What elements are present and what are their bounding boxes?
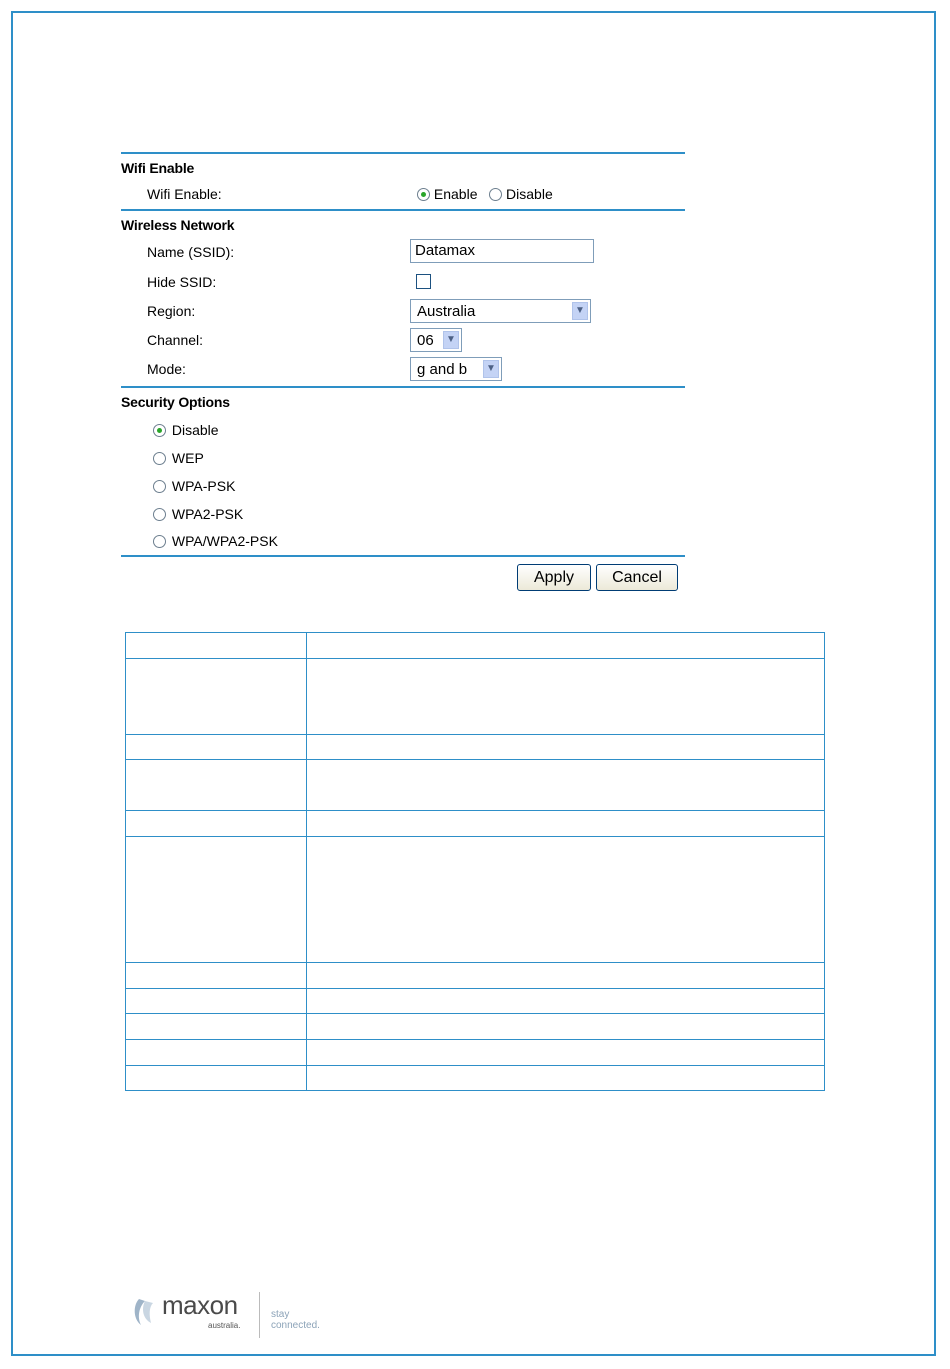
section-divider (121, 386, 685, 388)
table-row (126, 1066, 825, 1091)
section-divider (121, 209, 685, 211)
wifi-disable-radio[interactable] (489, 188, 502, 201)
mode-select[interactable] (410, 357, 502, 381)
wifi-enable-radio-group (417, 186, 553, 202)
security-wpa-wpa2-psk-radio[interactable] (153, 535, 166, 548)
wireless-network-section-title: Wireless Network (121, 217, 235, 233)
security-option-wep[interactable] (153, 450, 204, 466)
brand-tagline: stay connected. (271, 1309, 320, 1331)
cancel-button[interactable]: Cancel (596, 564, 678, 591)
wifi-enable-radio[interactable] (417, 188, 430, 201)
wifi-enable-section-title: Wifi Enable (121, 160, 195, 176)
wifi-disable-option-label: Disable (506, 186, 553, 202)
channel-select[interactable] (410, 328, 462, 352)
table-row (126, 1040, 825, 1066)
description-table (125, 632, 825, 1091)
table-row (126, 1014, 825, 1040)
chevron-down-icon[interactable]: ▼ (572, 302, 588, 320)
channel-select-value: 06 (417, 332, 434, 349)
security-option-label: WPA/WPA2-PSK (171, 533, 278, 549)
hide-ssid-label: Hide SSID: (147, 274, 217, 290)
chevron-down-icon[interactable]: ▼ (443, 331, 459, 349)
channel-label: Channel: (147, 332, 204, 348)
wifi-enable-label: Wifi Enable: (147, 186, 222, 202)
table-row (126, 989, 825, 1014)
logo-divider (259, 1292, 260, 1338)
security-wpa-psk-radio[interactable] (153, 480, 166, 493)
apply-button[interactable]: Apply (517, 564, 591, 591)
table-row (126, 760, 825, 811)
security-option-wpa-wpa2-psk[interactable] (153, 533, 278, 549)
table-row (126, 633, 825, 659)
security-option-label: WEP (171, 450, 204, 466)
security-option-label: WPA2-PSK (171, 506, 244, 522)
mode-select-value: g and b (417, 361, 468, 378)
table-row (126, 963, 825, 989)
security-option-disable[interactable] (153, 422, 219, 438)
section-divider (121, 152, 685, 154)
region-select[interactable] (410, 299, 591, 323)
brand-name: maxon (162, 1290, 238, 1320)
chevron-down-icon[interactable]: ▼ (483, 360, 499, 378)
hide-ssid-checkbox[interactable] (416, 274, 431, 289)
table-row (126, 837, 825, 963)
security-wep-radio[interactable] (153, 452, 166, 465)
table-row (126, 735, 825, 760)
brand-sub: australia. (208, 1321, 241, 1330)
section-divider (121, 555, 685, 557)
security-disable-radio[interactable] (153, 424, 166, 437)
wifi-enable-option-label: Enable (433, 186, 478, 202)
maxon-swoosh-icon (131, 1297, 155, 1327)
table-row (126, 659, 825, 735)
security-option-wpa-psk[interactable] (153, 478, 235, 494)
security-option-label: WPA-PSK (171, 478, 236, 494)
ssid-input[interactable]: Datamax (410, 239, 594, 263)
security-options-section-title: Security Options (121, 394, 230, 410)
region-select-value: Australia (417, 303, 476, 320)
table-row (126, 811, 825, 837)
region-label: Region: (147, 303, 196, 319)
ssid-label: Name (SSID): (147, 244, 235, 260)
security-option-wpa2-psk[interactable] (153, 506, 243, 522)
security-option-label: Disable (171, 422, 219, 438)
mode-label: Mode: (147, 361, 186, 377)
security-wpa2-psk-radio[interactable] (153, 508, 166, 521)
